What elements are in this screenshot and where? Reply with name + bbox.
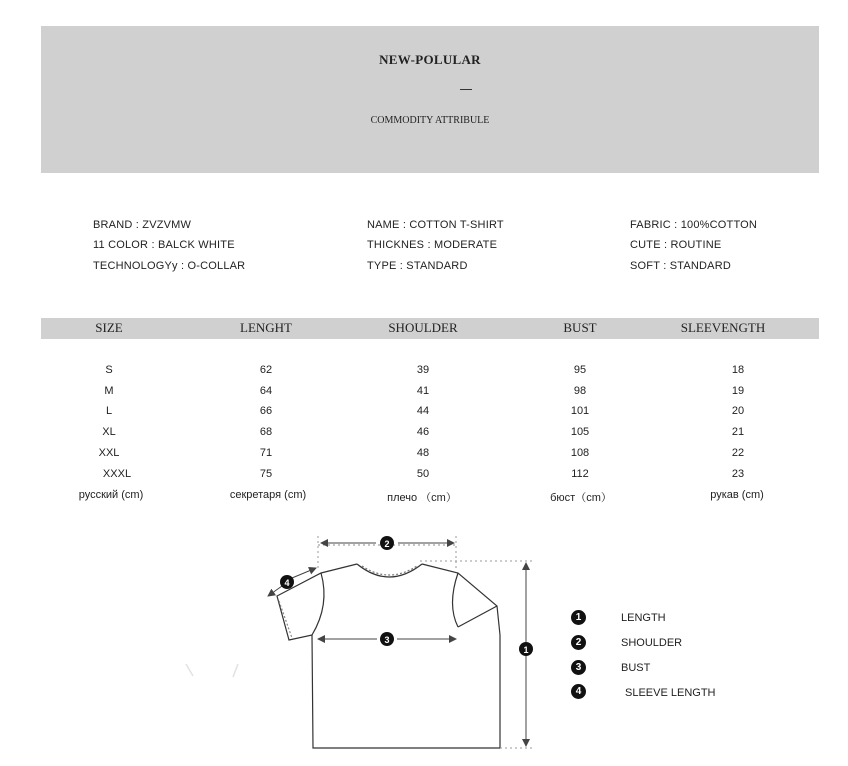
attr-type: TYPE : STANDARD bbox=[367, 260, 468, 272]
cell-length: 66 bbox=[259, 405, 273, 417]
cell-shoulder: 50 bbox=[416, 468, 430, 480]
legend-marker-2: 2 bbox=[571, 635, 586, 650]
attr-name: NAME : COTTON T-SHIRT bbox=[367, 219, 504, 231]
cell-size: S bbox=[105, 364, 113, 376]
cell-sleeve: 19 bbox=[731, 385, 745, 397]
legend-marker-3: 3 bbox=[571, 660, 586, 675]
cell-size: XXL bbox=[98, 447, 120, 459]
cell-bust: 108 bbox=[570, 447, 590, 459]
cell-size: XXXL bbox=[102, 468, 132, 480]
cell-length: 68 bbox=[259, 426, 273, 438]
cell-shoulder: 48 bbox=[416, 447, 430, 459]
header-bust: BUST bbox=[563, 320, 597, 335]
cell-bust: 98 bbox=[573, 385, 587, 397]
cell-bust: 105 bbox=[570, 426, 590, 438]
tshirt-outline bbox=[277, 564, 500, 748]
attr-color: 11 COLOR : BALCK WHITE bbox=[93, 239, 235, 251]
faint-mark bbox=[186, 664, 193, 676]
cell-length: 64 bbox=[259, 385, 273, 397]
attr-brand: BRAND : ZVZVMW bbox=[93, 219, 192, 231]
cell-bust: 112 bbox=[571, 468, 589, 480]
legend-label-bust: BUST bbox=[621, 662, 651, 674]
header-length: LENGHT bbox=[240, 320, 292, 335]
cell-length: 71 bbox=[259, 447, 273, 459]
cell-size: M bbox=[104, 385, 114, 397]
header-size: SIZE bbox=[95, 320, 123, 335]
legend-label-shoulder: SHOULDER bbox=[621, 637, 683, 649]
attr-fabric: FABRIC : 100%COTTON bbox=[630, 219, 758, 231]
marker-1-num: 1 bbox=[523, 645, 529, 655]
banner-title: NEW-POLULAR bbox=[379, 52, 481, 67]
faint-mark bbox=[233, 664, 238, 677]
cell-size: L bbox=[105, 405, 113, 417]
cell-sleeve: 22 bbox=[731, 447, 745, 459]
cell-shoulder: 46 bbox=[416, 426, 430, 438]
cell-shoulder: 44 bbox=[416, 405, 430, 417]
marker-3-num: 3 bbox=[384, 635, 390, 645]
legend-marker-1: 1 bbox=[571, 610, 586, 625]
cell-sleeve: 23 bbox=[731, 468, 745, 480]
cell-shoulder: 39 bbox=[416, 364, 430, 376]
cell-size: XL bbox=[102, 426, 116, 438]
attr-cute: CUTE : ROUTINE bbox=[630, 239, 722, 251]
header-shoulder: SHOULDER bbox=[388, 320, 458, 335]
header-sleeve: SLEEVENGTH bbox=[680, 320, 766, 335]
cell-sleeve: 21 bbox=[731, 426, 745, 438]
cell-length: 62 bbox=[259, 364, 273, 376]
cell-sleeve: 20 bbox=[731, 405, 745, 417]
cell-length: 75 bbox=[259, 468, 273, 480]
unit-sleeve: рукав (cm) bbox=[710, 489, 764, 501]
legend-marker-4: 4 bbox=[571, 684, 586, 699]
legend-label-length: LENGTH bbox=[621, 612, 666, 624]
attr-soft: SOFT : STANDARD bbox=[630, 260, 731, 272]
unit-length: секретаря (cm) bbox=[229, 489, 307, 501]
unit-shoulder: плечо （cm） bbox=[387, 492, 457, 504]
cell-bust: 101 bbox=[570, 405, 590, 417]
marker-2-num: 2 bbox=[384, 539, 390, 549]
attr-technology: TECHNOLOGYy : O-COLLAR bbox=[93, 260, 246, 272]
cell-shoulder: 41 bbox=[416, 385, 430, 397]
legend-label-sleeve-length: SLEEVE LENGTH bbox=[625, 687, 716, 699]
cell-sleeve: 18 bbox=[731, 364, 745, 376]
sleeve-arrow-up bbox=[292, 568, 316, 578]
marker-4-num: 4 bbox=[284, 578, 290, 588]
banner-subtitle: COMMODITY ATTRIBULE bbox=[370, 115, 490, 126]
unit-bust: бюст（cm） bbox=[550, 492, 612, 504]
attr-thickness: THICKNES : MODERATE bbox=[367, 239, 498, 251]
cell-bust: 95 bbox=[573, 364, 587, 376]
unit-size: русский (cm) bbox=[78, 489, 144, 501]
